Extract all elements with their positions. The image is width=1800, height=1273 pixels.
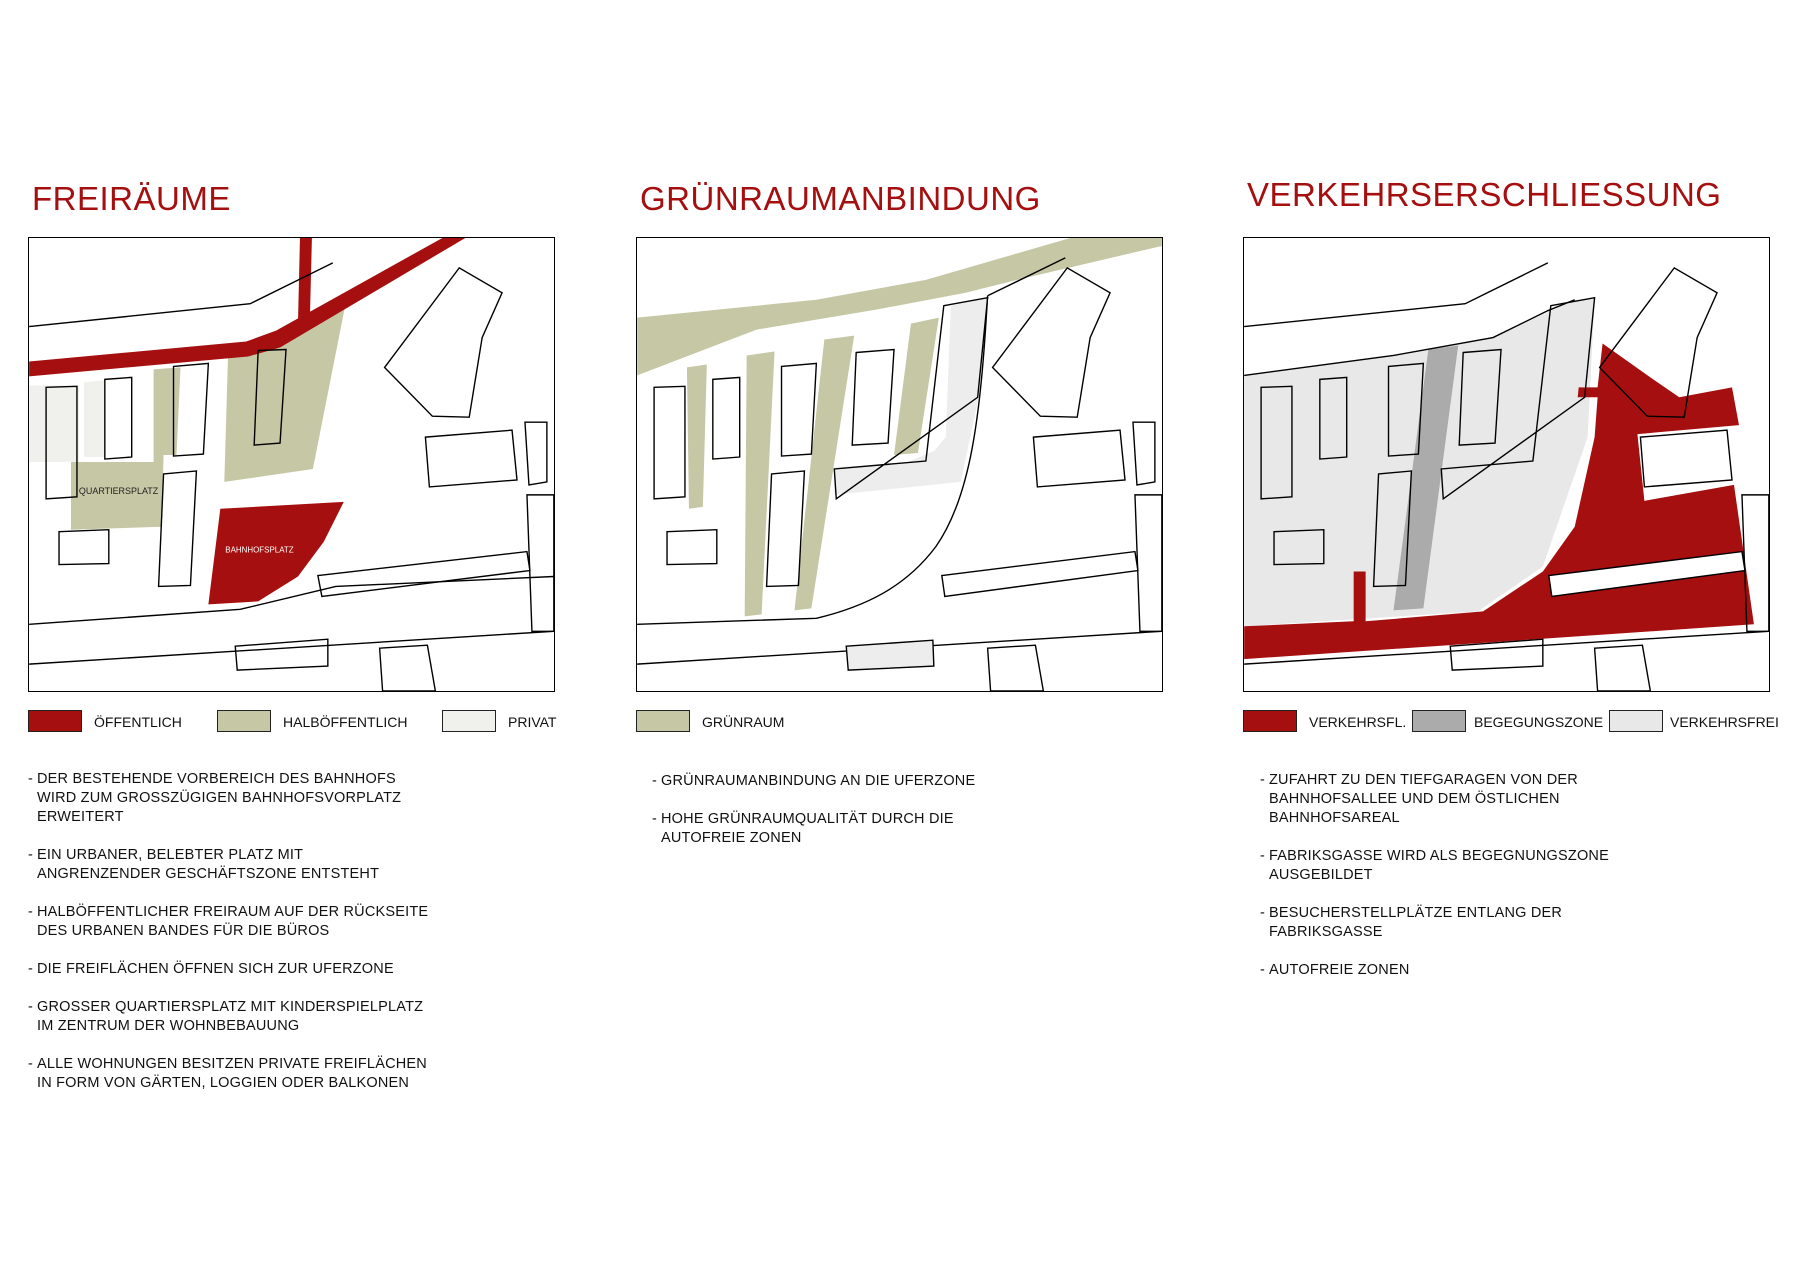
note-item: - AUTOFREIE ZONEN [1260,962,1410,978]
legend [28,708,588,738]
zone-oeffentlich-road [29,238,465,376]
street-line [1244,263,1548,327]
zone-oeffentlich-road [298,238,312,324]
zone-gruenraum-finger [687,364,707,508]
legend-label: PRIVAT [508,714,557,730]
building-outline [713,377,740,459]
building-outline [852,350,894,446]
site-plan-gruenraum [636,237,1163,692]
site-plan-freiraeume [28,237,555,692]
street-line [29,263,333,327]
building-outline [235,639,328,670]
building-outline [1133,422,1155,485]
legend-label: VERKEHRSFREI [1670,714,1779,730]
site-plan-gruenraum-svg [637,238,1162,691]
zone-gruenraum-finger [745,351,775,616]
building-outline [654,386,685,499]
building-outline [425,430,517,487]
legend-label: VERKEHRSFL. [1309,714,1407,730]
note-item: - DIE FREIFLÄCHEN ÖFFNEN SICH ZUR UFERZONE [28,961,394,977]
building-outline [782,363,817,456]
building-outline [667,530,717,565]
legend-label: GRÜNRAUM [702,714,785,730]
legend-label: ÖFFENTLICH [94,714,182,730]
site-plan-freiraeume-svg [29,238,554,691]
legend-swatch [442,710,496,732]
legend-swatch [636,710,690,732]
notes-list [28,770,548,1112]
note-item: - GROSSER QUARTIERSPLATZ MIT KINDERSPIELPLATZ IM ZENTRUM DER WOHNBEBAUUNG [28,999,424,1034]
legend-label: BEGEGUNGSZONE [1474,714,1604,730]
street-line [29,577,554,625]
notes-list [1260,771,1780,999]
notes-list [652,772,1172,867]
legend-swatch [217,710,271,732]
note-item: - BESUCHERSTELLPLÄTZE ENTLANG DER FABRIKSGASSE [1260,905,1563,940]
legend [636,708,1196,738]
panel-title: GRÜNRAUMANBINDUNG [640,180,1041,217]
zone-gruenraum-finger [894,318,939,455]
building-outline [159,471,197,586]
note-item: - DER BESTEHENDE VORBEREICH DES BAHNHOFS WIRD ZUM GROSSZÜGIGEN BAHNHOFSVORPLATZ ERWEITERT [28,771,402,825]
building-outline [59,530,109,565]
building-outline [527,495,554,631]
site-plan-verkehr-svg [1244,238,1769,691]
building-outline [1033,430,1125,487]
legend-swatch [1243,710,1297,732]
street-line [29,631,554,664]
building-outline [318,552,530,597]
legend-swatch [1412,710,1466,732]
building-outline [380,645,436,691]
building-outline [385,268,502,417]
zone-privat [84,380,104,457]
note-item: - HOHE GRÜNRAUMQUALITÄT DURCH DIE AUTOFREIE ZONEN [652,811,954,846]
legend-swatch [28,710,82,732]
legend-label: HALBÖFFENTLICH [283,714,408,730]
panel-title: FREIRÄUME [32,180,231,217]
building-outline [846,640,934,670]
note-item: - ZUFAHRT ZU DEN TIEFGARAGEN VON DER BAHNHOFSALLEE UND DEM ÖSTLICHEN BAHNHOFSAREAL [1260,772,1578,826]
legend-swatch [1609,710,1663,732]
zone-privat [29,385,79,462]
note-item: - ALLE WOHNUNGEN BESITZEN PRIVATE FREIFLÄCHEN IN FORM VON GÄRTEN, LOGGIEN ODER BALKONEN [28,1056,427,1091]
note-item: - EIN URBANER, BELEBTER PLATZ MIT ANGRENZENDER GESCHÄFTSZONE ENTSTEHT [28,847,380,882]
building-outline [993,268,1110,417]
note-item: - GRÜNRAUMANBINDUNG AN DIE UFERZONE [652,773,976,789]
building-outline [525,422,547,485]
building-outline [105,377,132,459]
building-outline [942,552,1138,597]
panel-title: VERKEHRSERSCHLIESSUNG [1247,176,1722,213]
map-label-quartiersplatz: QUARTIERSPLATZ [78,485,159,496]
zone-gruenraum-band [637,238,1162,375]
map-label-bahnhofsplatz: BAHNHOFSPLATZ [225,545,294,555]
building-outline [767,471,805,586]
note-item: - FABRIKSGASSE WIRD ALS BEGEGNUNGSZONE AUSGEBILDET [1260,848,1609,883]
building-outline [1742,495,1769,631]
building-outline [1595,645,1651,691]
site-plan-verkehr [1243,237,1770,692]
legend [1243,708,1800,738]
note-item: - HALBÖFFENTLICHER FREIRAUM AUF DER RÜCKSEITE DES URBANEN BANDES FÜR DIE BÜROS [28,904,429,939]
building-outline [1135,495,1162,631]
building-outline [1640,430,1732,487]
building-outline [988,645,1044,691]
